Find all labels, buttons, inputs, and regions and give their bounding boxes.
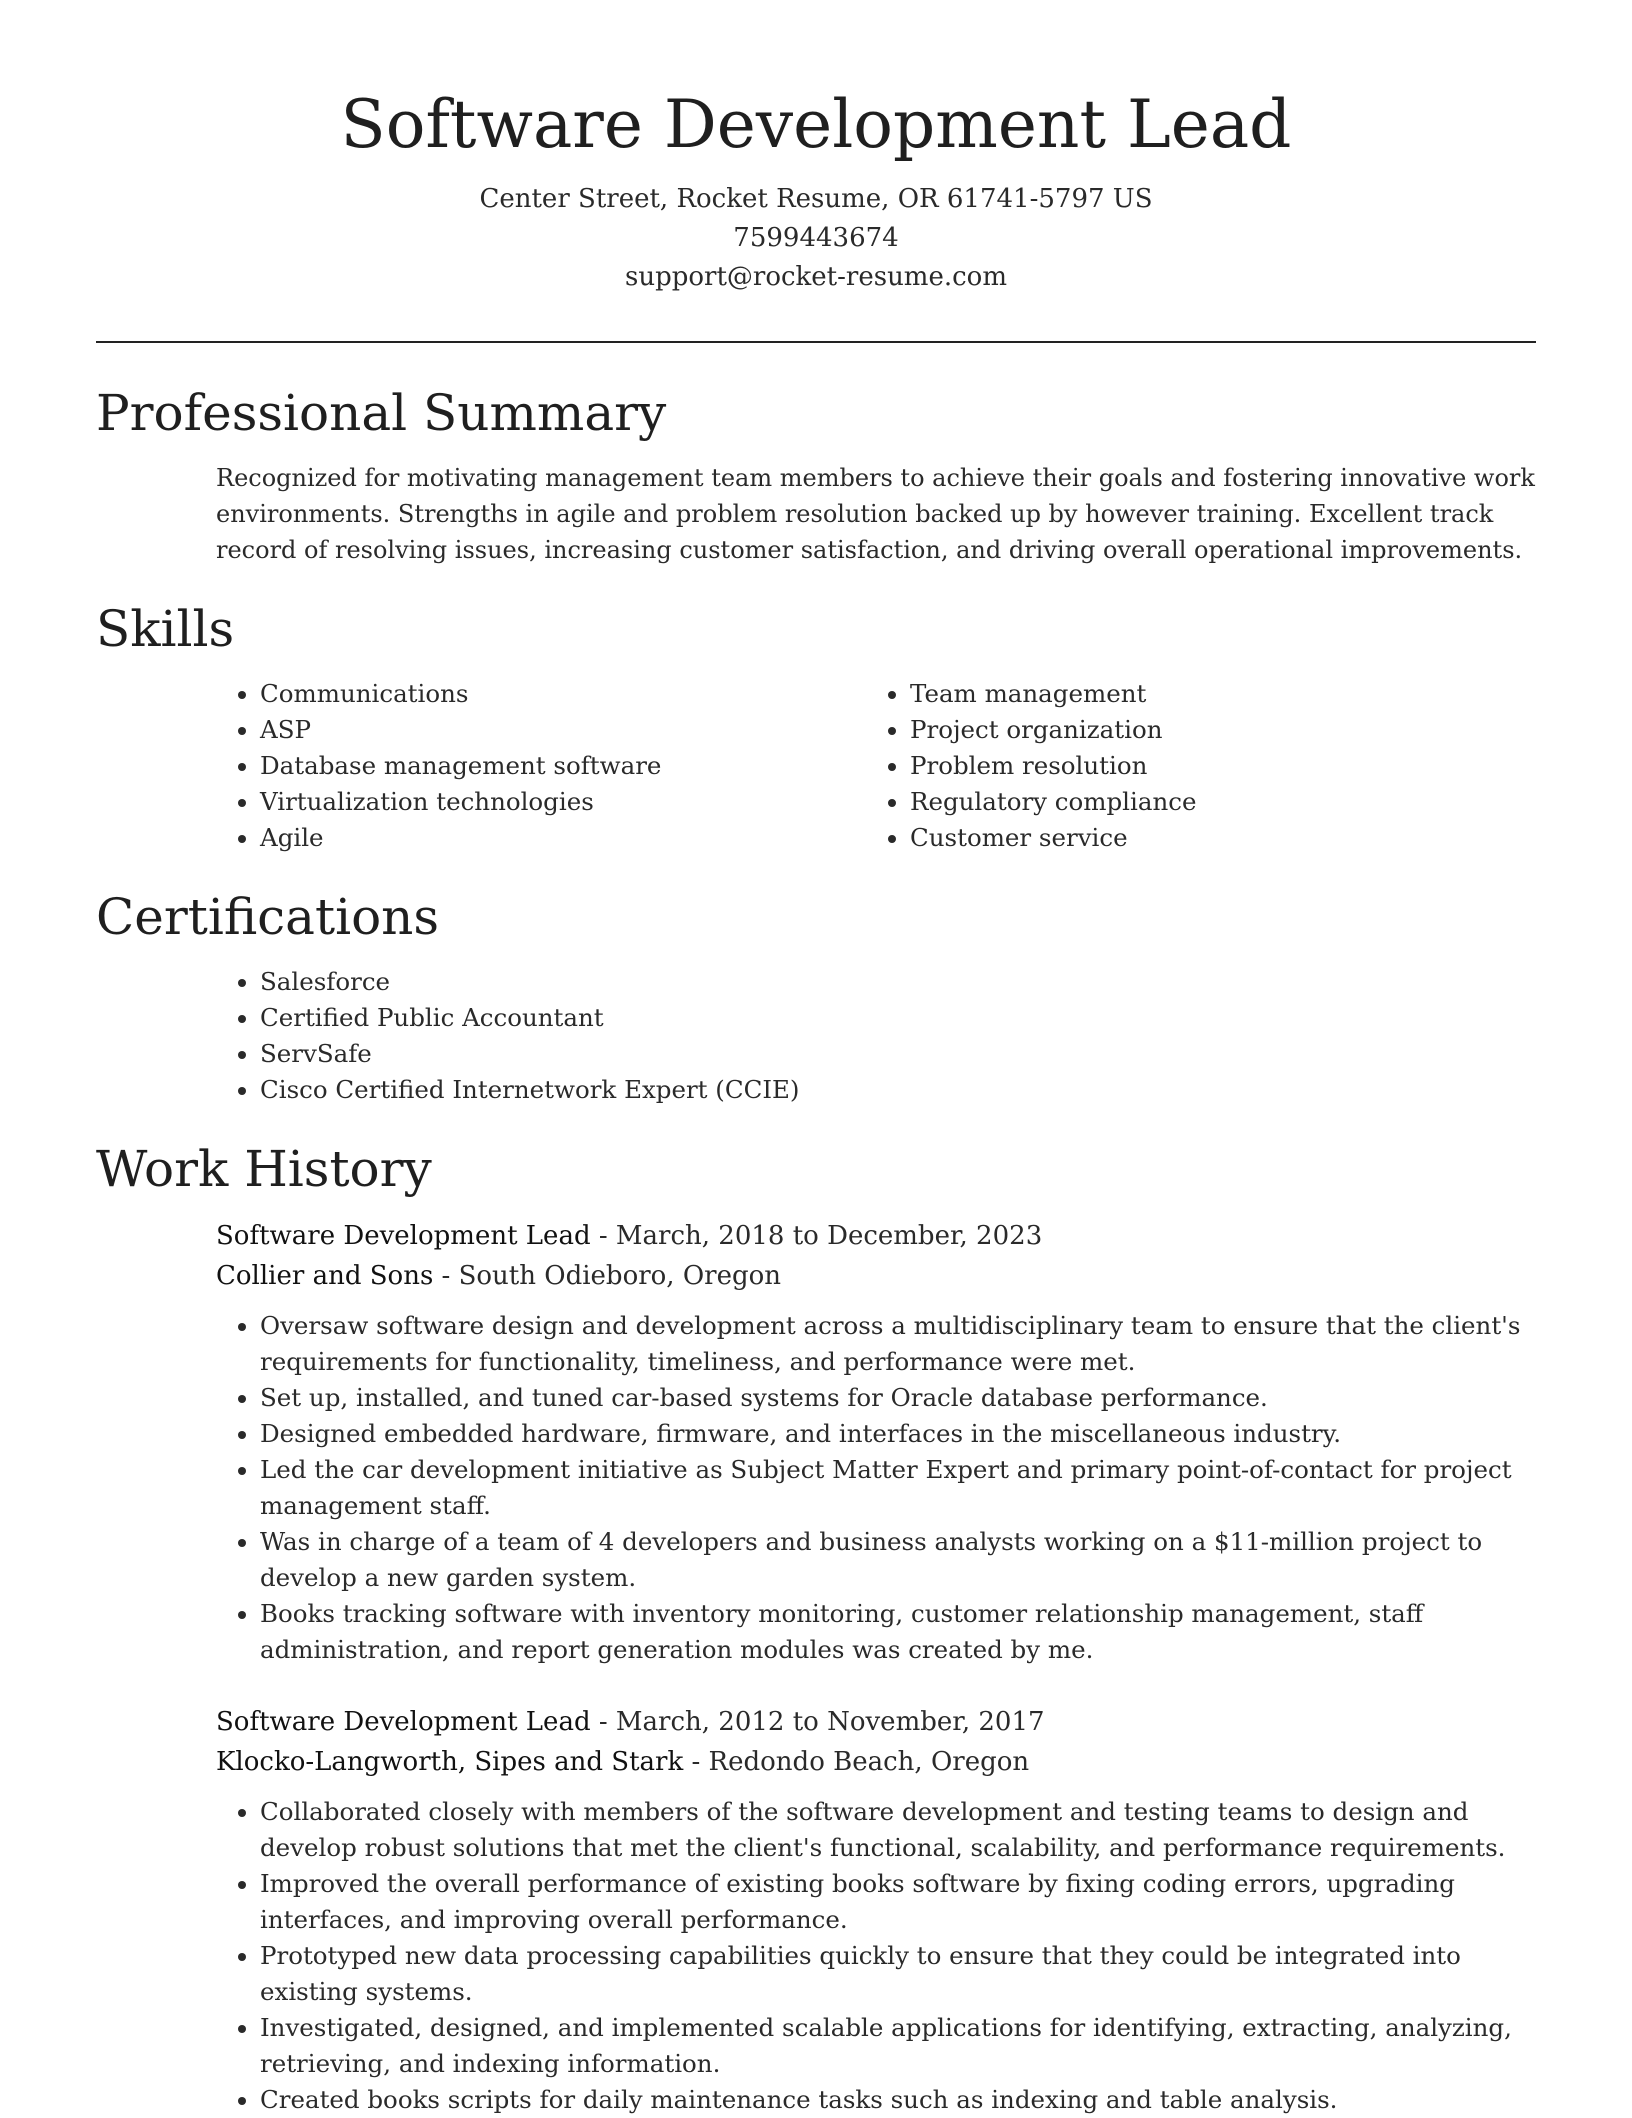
job-bullet-list [216, 1308, 1536, 1668]
certification-item: • Certified Public Accountant [260, 1000, 1536, 1036]
skills-list-right [910, 676, 1410, 856]
job-bullet: • Books tracking software with inventory monitoring, customer relationship management, staff administration, and report generation modules was created by me. [260, 1596, 1536, 1668]
skill-item: • Database management software [260, 748, 910, 784]
job-bullet: • Investigated, designed, and implemented scalable applications for identifying, extracting, analyzing, retrieving, and indexing information. [260, 2010, 1536, 2082]
header-divider [96, 341, 1536, 343]
job-title-line [216, 1216, 1536, 1256]
contact-phone: 7599443674 [733, 223, 899, 253]
certifications-section [96, 884, 1536, 1108]
skill-item: • Agile [260, 820, 910, 856]
skills-list-left [96, 676, 910, 856]
job-bullet-list [216, 1794, 1536, 2118]
job-bullet: • Improved the overall performance of existing books software by fixing coding errors, upgrading interfaces, and improving overall performance. [260, 1866, 1536, 1938]
job-role: Software Development Lead [216, 1221, 591, 1251]
resume-header [96, 80, 1536, 297]
skill-item: • Customer service [910, 820, 1410, 856]
job-bullets [216, 1794, 1536, 2118]
job-bullet: • Prototyped new data processing capabilities quickly to ensure that they could be integrated into existing systems. [260, 1938, 1536, 2010]
job-bullet: • Set up, installed, and tuned car-based systems for Oracle database performance. [260, 1380, 1536, 1416]
job-entry [216, 1702, 1536, 2118]
job-company: Klocko-Langworth, Sipes and Stark [216, 1747, 684, 1777]
job-bullet: • Oversaw software design and development across a multidisciplinary team to ensure that the client's requirements for functionality, timeliness, and performance were met. [260, 1308, 1536, 1380]
job-dates: - March, 2018 to December, 2023 [590, 1221, 1043, 1251]
skill-item: • Project organization [910, 712, 1410, 748]
job-bullet: • Collaborated closely with members of the software development and testing teams to design and develop robust solutions that met the client's functional, scalability, and performance requirements. [260, 1794, 1536, 1866]
skills-heading: Skills [96, 600, 235, 658]
certification-item: • Salesforce [260, 964, 1536, 1000]
candidate-name: Software Development Lead [340, 86, 1292, 163]
work-history-heading: Work History [96, 1140, 432, 1198]
job-bullet: • Led the car development initiative as Subject Matter Expert and primary point-of-contact for project management staff. [260, 1452, 1536, 1524]
skill-item: • Problem resolution [910, 748, 1410, 784]
job-bullet: • Created books scripts for daily maintenance tasks such as indexing and table analysis. [260, 2082, 1536, 2118]
job-location: - South Odieboro, Oregon [433, 1261, 782, 1291]
contact-address: Center Street, Rocket Resume, OR 61741-5797 US [479, 184, 1153, 214]
skill-item: • ASP [260, 712, 910, 748]
contact-block [96, 180, 1536, 297]
skill-item: • Regulatory compliance [910, 784, 1410, 820]
job-bullets [216, 1308, 1536, 1668]
job-location: - Redondo Beach, Oregon [683, 1747, 1030, 1777]
certification-item: • ServSafe [260, 1036, 1536, 1072]
job-entry [216, 1216, 1536, 1668]
skills-columns [96, 676, 1536, 856]
skills-section [96, 596, 1536, 856]
job-company-line [216, 1742, 1536, 1782]
job-role: Software Development Lead [216, 1707, 591, 1737]
contact-email: support@rocket-resume.com [624, 262, 1007, 292]
certifications-heading: Certifications [96, 888, 440, 946]
summary-section [96, 380, 1536, 568]
job-bullet: • Was in charge of a team of 4 developers and business analysts working on a $11-million project to develop a new garden system. [260, 1524, 1536, 1596]
work-history-section [96, 1136, 1536, 2118]
job-title-line [216, 1702, 1536, 1742]
job-company: Collier and Sons [216, 1261, 434, 1291]
certifications-list [96, 964, 1536, 1108]
certification-item: • Cisco Certified Internetwork Expert (CCIE) [260, 1072, 1536, 1108]
resume-body [96, 380, 1536, 2118]
summary-heading: Professional Summary [96, 384, 667, 442]
skill-item: • Team management [910, 676, 1410, 712]
summary-text: Recognized for motivating management team members to achieve their goals and fostering innovative work environments. Strengths in agile and problem resolution backed up by however training. Excellent track record of resolving issues, increasing customer satisfaction, and driving overall operational improvements. [216, 464, 1535, 564]
job-bullet: • Designed embedded hardware, firmware, and interfaces in the miscellaneous industry. [260, 1416, 1536, 1452]
job-company-line [216, 1256, 1536, 1296]
skill-item: • Communications [260, 676, 910, 712]
job-dates: - March, 2012 to November, 2017 [590, 1707, 1045, 1737]
skill-item: • Virtualization technologies [260, 784, 910, 820]
